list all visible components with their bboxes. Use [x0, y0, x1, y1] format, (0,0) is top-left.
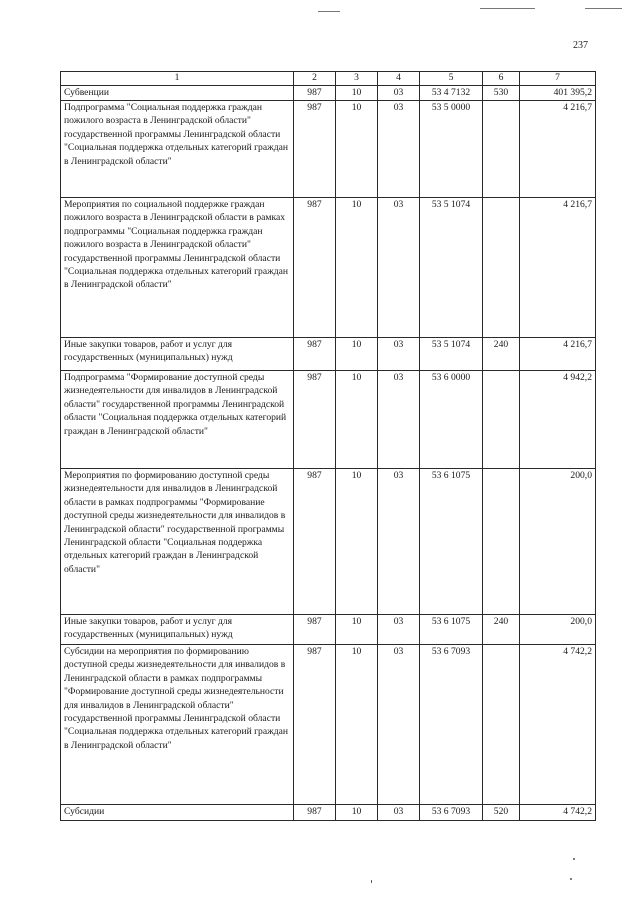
row-subsection: 03 — [378, 469, 420, 615]
table-row — [61, 645, 596, 805]
row-section: 10 — [336, 371, 378, 469]
row-section: 10 — [336, 805, 378, 821]
row-section: 10 — [336, 645, 378, 805]
column-header: 6 — [483, 72, 520, 86]
row-amount: 4 216,7 — [520, 101, 596, 198]
row-expense-type — [483, 469, 520, 615]
row-target-article: 53 4 7132 — [420, 86, 483, 101]
column-header-row — [61, 72, 596, 86]
row-ministry-code: 987 — [294, 198, 336, 338]
row-target-article: 53 5 1074 — [420, 198, 483, 338]
row-section: 10 — [336, 338, 378, 371]
row-ministry-code: 987 — [294, 469, 336, 615]
row-section: 10 — [336, 469, 378, 615]
row-amount: 4 742,2 — [520, 805, 596, 821]
table-row — [61, 198, 596, 338]
row-target-article: 53 5 0000 — [420, 101, 483, 198]
row-expense-type: 520 — [483, 805, 520, 821]
row-amount: 4 216,7 — [520, 338, 596, 371]
column-header: 1 — [61, 72, 294, 86]
row-target-article: 53 6 1075 — [420, 469, 483, 615]
column-header: 5 — [420, 72, 483, 86]
table-row — [61, 101, 596, 198]
row-target-article: 53 6 0000 — [420, 371, 483, 469]
row-name: Субвенции — [61, 86, 294, 101]
row-subsection: 03 — [378, 371, 420, 469]
row-subsection: 03 — [378, 615, 420, 645]
row-amount: 4 216,7 — [520, 198, 596, 338]
row-ministry-code: 987 — [294, 86, 336, 101]
row-amount: 4 942,2 — [520, 371, 596, 469]
row-amount: 401 395,2 — [520, 86, 596, 101]
row-amount: 200,0 — [520, 615, 596, 645]
row-expense-type: 240 — [483, 338, 520, 371]
row-subsection: 03 — [378, 101, 420, 198]
row-ministry-code: 987 — [294, 338, 336, 371]
row-section: 10 — [336, 86, 378, 101]
row-ministry-code: 987 — [294, 805, 336, 821]
row-ministry-code: 987 — [294, 615, 336, 645]
row-name: Иные закупки товаров, работ и услуг для государственных (муниципальных) нужд — [61, 338, 294, 371]
row-name: Мероприятия по формированию доступной среды жизнедеятельности для инвалидов в Ленинградской области в рамках подпрограммы "Формирование доступной среды жизнедеятельности для инвалидов в Ленинградской области" государственной программы Ленинградской области "Социальная поддержка отдельных категорий граждан в Ленинградской области" — [61, 469, 294, 615]
table-row — [61, 338, 596, 371]
scan-artifact-dot — [573, 858, 575, 860]
row-subsection: 03 — [378, 338, 420, 371]
scan-artifact-line — [480, 8, 535, 9]
row-target-article: 53 5 1074 — [420, 338, 483, 371]
table-row — [61, 469, 596, 615]
row-ministry-code: 987 — [294, 101, 336, 198]
row-name: Подпрограмма "Социальная поддержка граждан пожилого возраста в Ленинградской области" государственной программы Ленинградской области "Социальная поддержка отдельных категорий граждан в Ленинградской области" — [61, 101, 294, 198]
row-subsection: 03 — [378, 645, 420, 805]
row-subsection: 03 — [378, 198, 420, 338]
scan-artifact-dot — [570, 878, 572, 880]
row-target-article: 53 6 7093 — [420, 805, 483, 821]
row-expense-type — [483, 101, 520, 198]
row-section: 10 — [336, 198, 378, 338]
scan-artifact-line — [318, 11, 340, 12]
column-header: 7 — [520, 72, 596, 86]
table-row — [61, 805, 596, 821]
column-header: 4 — [378, 72, 420, 86]
row-name: Подпрограмма "Формирование доступной среды жизнедеятельности для инвалидов в Ленинградской области" государственной программы Ленинградской области "Социальная поддержка отдельных категорий граждан в Ленинградской области" — [61, 371, 294, 469]
page-number: 237 — [573, 40, 588, 51]
row-name: Иные закупки товаров, работ и услуг для государственных (муниципальных) нужд — [61, 615, 294, 645]
row-subsection: 03 — [378, 86, 420, 101]
row-expense-type — [483, 645, 520, 805]
table-row — [61, 615, 596, 645]
scan-artifact-line — [585, 8, 622, 9]
row-amount: 4 742,2 — [520, 645, 596, 805]
column-header: 2 — [294, 72, 336, 86]
row-ministry-code: 987 — [294, 645, 336, 805]
row-expense-type: 240 — [483, 615, 520, 645]
row-name: Мероприятия по социальной поддержке граждан пожилого возраста в Ленинградской области в рамках подпрограммы "Социальная поддержка граждан пожилого возраста в Ленинградской области" государственной программы Ленинградской области "Социальная поддержка отдельных категорий граждан в Ленинградской области" — [61, 198, 294, 338]
row-target-article: 53 6 7093 — [420, 645, 483, 805]
row-subsection: 03 — [378, 805, 420, 821]
row-ministry-code: 987 — [294, 371, 336, 469]
row-name: Субсидии на мероприятия по формированию доступной среды жизнедеятельности для инвалидов в Ленинградской области в рамках подпрограммы "Формирование доступной среды жизнедеятельности для инвалидов в Ленинградской области" государственной программы Ленинградской области "Социальная поддержка отдельных категорий граждан в Ленинградской области" — [61, 645, 294, 805]
row-section: 10 — [336, 101, 378, 198]
budget-table — [60, 71, 596, 821]
scan-artifact-dot — [371, 880, 372, 883]
table-row — [61, 371, 596, 469]
row-section: 10 — [336, 615, 378, 645]
row-target-article: 53 6 1075 — [420, 615, 483, 645]
row-expense-type: 530 — [483, 86, 520, 101]
row-amount: 200,0 — [520, 469, 596, 615]
row-expense-type — [483, 198, 520, 338]
column-header: 3 — [336, 72, 378, 86]
row-expense-type — [483, 371, 520, 469]
table-row — [61, 86, 596, 101]
row-name: Субсидии — [61, 805, 294, 821]
